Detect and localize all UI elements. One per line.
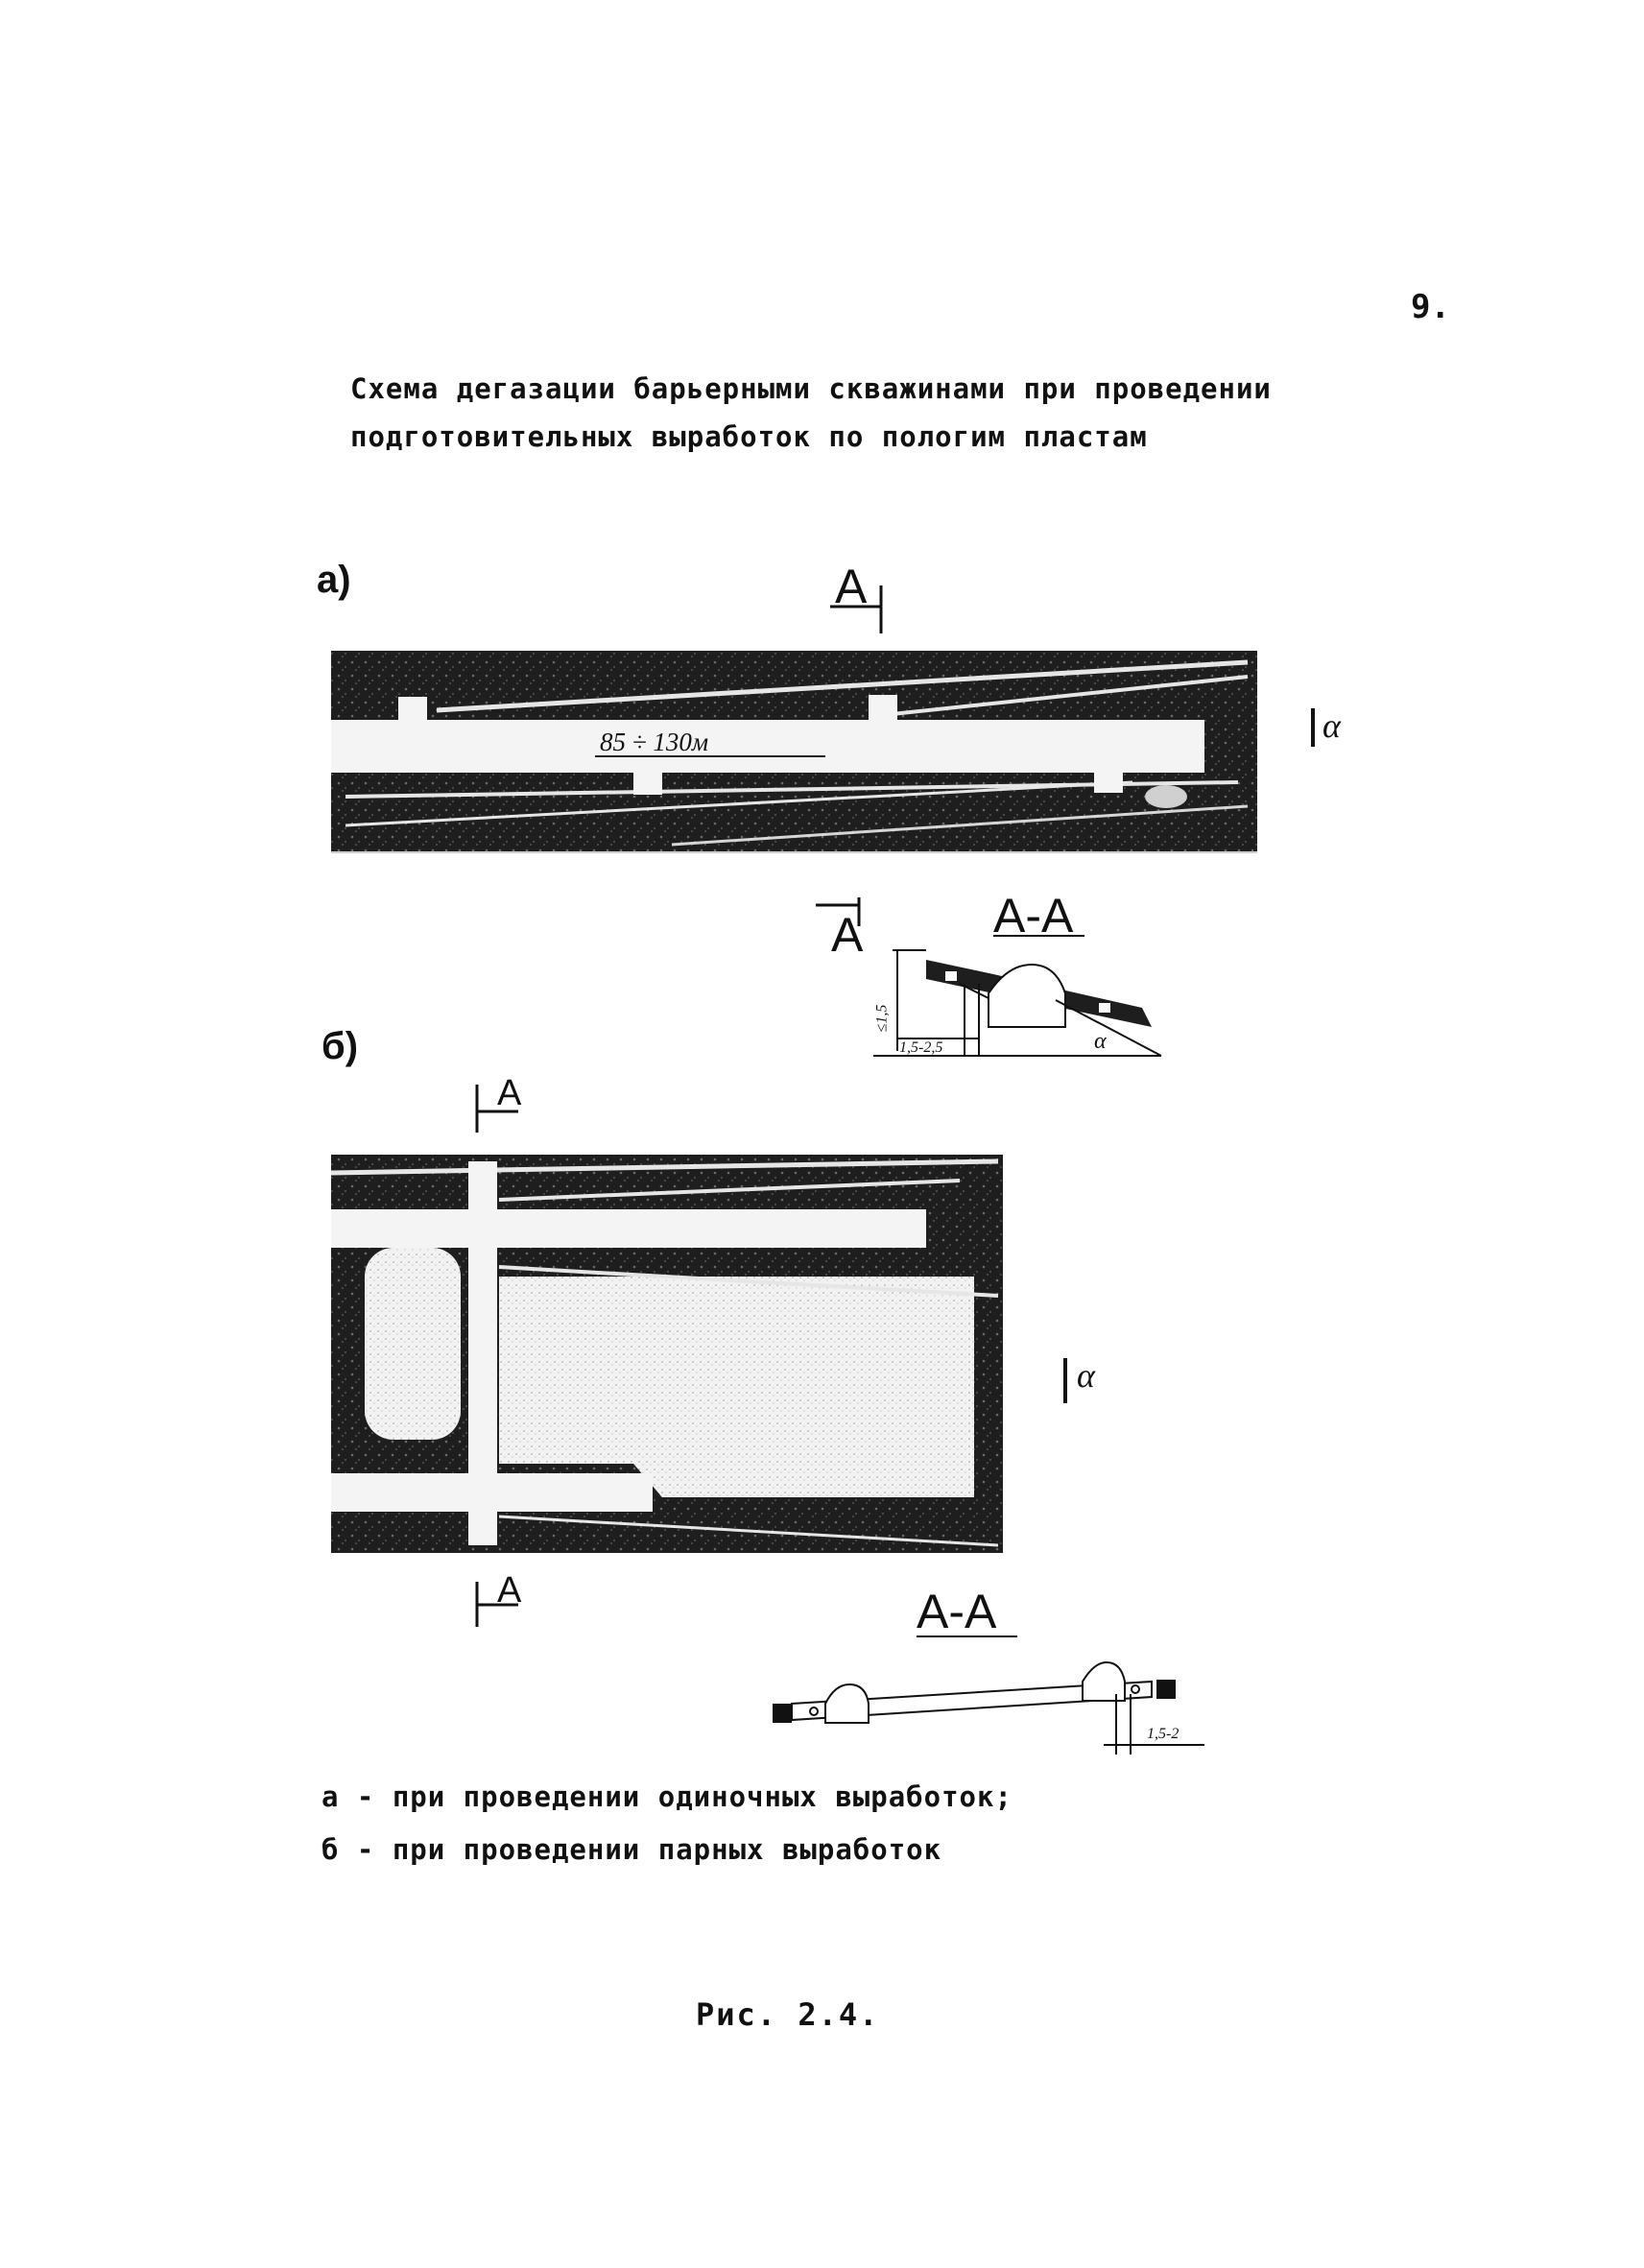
drift-b-upper [331,1209,926,1248]
caption-b: б - при проведении парных выработок [322,1833,942,1866]
title-line-2: подготовительных выработок по пологим пластам [350,420,1148,453]
height-label: ≤1,5 [873,1004,891,1033]
angle-label-b: α [1077,1356,1095,1395]
page-number: 9. [1411,288,1450,326]
figure-b-label: б) [322,1025,359,1067]
figure-a-label: а) [317,559,351,601]
offset-label-b: 1,5-2 [1147,1726,1179,1742]
drill-chamber [869,695,897,724]
figure-caption: Рис. 2.4. [696,1996,880,2033]
section-a-top-label: А [835,560,868,613]
section-view-b-title: А-А [917,1585,997,1638]
angle-label-a: α [1322,706,1341,745]
drill-chamber [633,768,662,795]
distance-label: 85 ÷ 130м [600,728,709,756]
angle-label-section-a: α [1094,1029,1107,1054]
crosscut [468,1161,497,1545]
offset-label-a: 1,5-2,5 [899,1039,943,1056]
caption-a: а - при проведении одиночных выработок; [322,1780,1013,1813]
drill-chamber [398,697,427,724]
section-b-bottom-label: А [497,1570,522,1611]
drift-a [331,720,1204,773]
degassed-zone-small [365,1248,461,1440]
section-view-a-title: А-А [993,889,1074,943]
title-line-1: Схема дегазации барьерными скважинами при проведении [350,372,1272,405]
section-b-top-label: А [497,1073,522,1113]
section-a-bottom-label: А [831,908,864,962]
drill-chamber [1094,768,1123,793]
